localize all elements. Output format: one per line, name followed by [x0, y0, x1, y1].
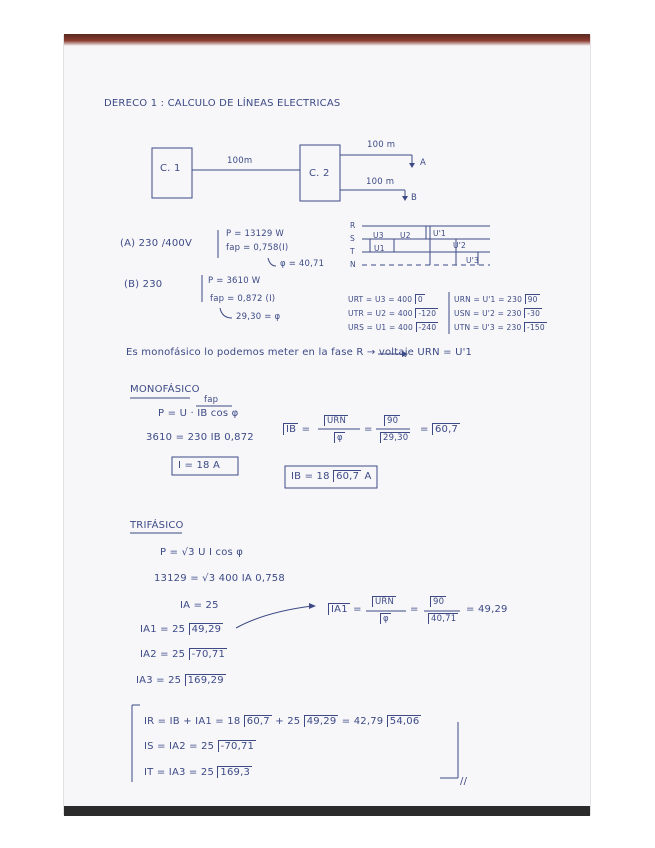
- tri-ia2: IA2 = 25 -70,71: [140, 649, 226, 660]
- voltage-line-row: URT = U3 = 400 0: [348, 295, 423, 304]
- load-b-power-factor: fap = 0,872 (I): [210, 294, 276, 304]
- c2-label: C. 2: [309, 168, 330, 179]
- tri-ia3: IA3 = 25 169,29: [136, 675, 224, 686]
- mono-frac-den: φ: [334, 433, 345, 443]
- mono-frac2-den: 29,30: [380, 433, 410, 443]
- mono-eq-values: 3610 = 230 IB 0,872: [146, 432, 254, 443]
- voltage-phase-row: USN = U'2 = 230 -30: [454, 309, 541, 318]
- load-a-phi: φ = 40,71: [280, 259, 325, 269]
- mono-frac-result: = 60,7: [420, 424, 459, 435]
- mono-heading: MONOFÁSICO: [130, 384, 200, 395]
- monophase-note: Es monofásico lo podemos meter en la fase R → voltaje URN = U'1: [126, 347, 473, 358]
- tri-frac-num: URN: [372, 597, 396, 607]
- tri-frac-den: φ: [380, 614, 391, 624]
- tri-current: IA = 25: [180, 600, 219, 611]
- tri-ia1: IA1 = 25 49,29: [140, 624, 222, 635]
- phase-s-label: S: [350, 234, 355, 243]
- total-is: IS = IA2 = 25 -70,71: [144, 741, 255, 752]
- mono-result-box: IB = 18 60,7 A: [291, 471, 372, 482]
- tri-heading: TRIFÁSICO: [130, 520, 184, 531]
- link-length: 100m: [227, 156, 253, 166]
- mono-ib-angle: IB =: [283, 424, 310, 435]
- total-it: IT = IA3 = 25 169,3: [144, 767, 251, 778]
- phase-r-label: R: [350, 221, 356, 230]
- tri-frac-lhs: IA1 =: [328, 604, 362, 615]
- load-a-power: P = 13129 W: [226, 229, 284, 239]
- phase-u3-label: U3: [373, 231, 384, 240]
- mono-fap: fap: [204, 395, 219, 405]
- load-b-phi: 29,30 = φ: [236, 312, 281, 322]
- mono-eq-power: P = U · IB cos φ: [158, 408, 239, 419]
- voltage-line-row: URS = U1 = 400 -240: [348, 323, 437, 332]
- load-b-label: (B) 230: [124, 279, 163, 290]
- total-ir: IR = IB + IA1 = 18 60,7 + 25 49,29 = 42,79 54,06: [144, 716, 420, 727]
- mono-current: I = 18 A: [178, 460, 221, 471]
- phase-n-label: N: [350, 260, 356, 269]
- mono-frac2-num: 90: [384, 416, 400, 426]
- phase-u3p-label: U'3: [466, 256, 479, 265]
- line-b-end: B: [411, 193, 418, 203]
- c1-label: C. 1: [160, 163, 181, 174]
- voltage-phase-row: URN = U'1 = 230 90: [454, 295, 538, 304]
- tri-eq-values: 13129 = √3 400 IA 0,758: [154, 573, 285, 584]
- mono-frac-num: URN: [324, 416, 348, 426]
- phase-u1-label: U1: [374, 244, 385, 253]
- load-b-power: P = 3610 W: [208, 276, 261, 286]
- tri-eq-power: P = √3 U I cos φ: [160, 547, 244, 558]
- tri-frac2-den: 40,71: [428, 614, 458, 624]
- page-title: DERECO 1 : CALCULO DE LÍNEAS ELECTRICAS: [104, 98, 341, 109]
- load-a-power-factor: fap = 0,758(I): [226, 243, 289, 253]
- voltage-line-row: UTR = U2 = 400 -120: [348, 309, 437, 318]
- tri-eq-sign: =: [410, 604, 419, 615]
- tri-frac2-num: 90: [430, 597, 446, 607]
- mono-eq-sign: =: [364, 424, 373, 435]
- end-mark: //: [460, 776, 468, 787]
- phase-u2-label: U2: [400, 231, 411, 240]
- line-a-end: A: [420, 158, 427, 168]
- phase-u1p-label: U'1: [433, 229, 446, 238]
- tri-frac-result: = 49,29: [466, 604, 508, 615]
- line-b-length: 100 m: [366, 177, 395, 187]
- voltage-phase-row: UTN = U'3 = 230 -150: [454, 323, 545, 332]
- load-a-label: (A) 230 /400V: [120, 238, 192, 249]
- phase-u2p-label: U'2: [453, 241, 466, 250]
- line-a-length: 100 m: [367, 140, 396, 150]
- phase-t-label: T: [350, 247, 355, 256]
